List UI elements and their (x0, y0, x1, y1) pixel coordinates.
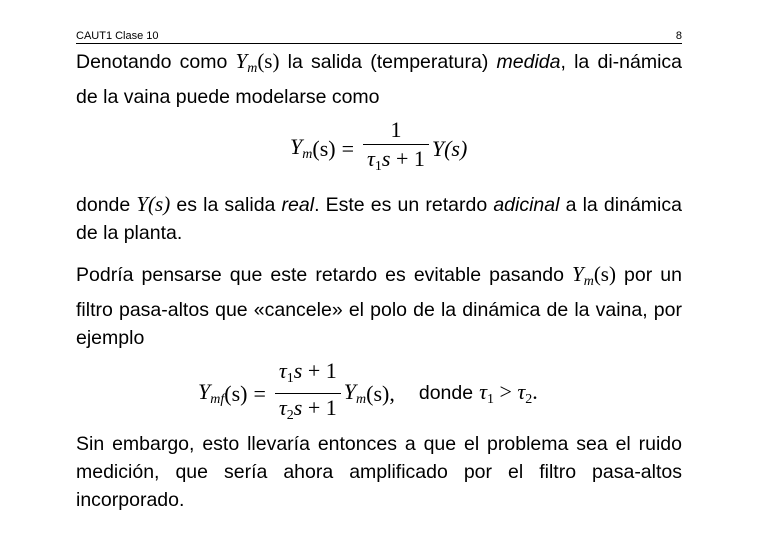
paragraph-1 (76, 47, 682, 111)
p1-text-2: la salida (temperatura) (279, 51, 497, 73)
paragraph-4: Sin embargo, esto llevaría entonces a que el problema sea el ruido medición, que sería ahora amplificado por el filtro pasa-altos incorporado. (76, 433, 682, 511)
paragraph-2: donde Y(s) es la salida real. Este es un retardo adicinal a la dinámica de la planta. (76, 192, 682, 244)
eq2-denominator: $\tau_2s + 1$ (275, 393, 341, 428)
header-title: CAUT1 Clase 10 (76, 30, 159, 42)
p1-text-1: Denotando como (76, 51, 236, 73)
ym-symbol: $Y_m(s)$ (235, 49, 280, 76)
ym-symbol-2: $Y_m(s)$ (572, 262, 616, 289)
eq1-ys: Y(s) (431, 135, 468, 161)
eq2-numerator: $\tau_1s + 1$ (278, 358, 337, 386)
eq2-donde: donde (418, 382, 474, 404)
eq1-denominator: $\tau_1s + 1$ (363, 144, 429, 179)
paragraph-3: Podría pensarse que este retardo es evitable pasando $Y_m(s)$ por un filtro pasa-altos que «cancele» el polo de la dinámica de la vaina, por ejemplo (76, 262, 682, 349)
eq1-equals: = (341, 135, 355, 161)
eq2-lhs: $Y_{mf}$ (198, 379, 225, 407)
equation-2: $Y_{mf}$ (s) = $\frac{\tau_1s + 1}{\tau_2s + 1}$ $Y_m$ (s) , donde $\tau_1 > \tau_2$. (198, 359, 538, 428)
page-header (76, 30, 682, 43)
header-rule (76, 43, 682, 44)
eq2-fraction (275, 359, 341, 428)
page-number: 8 (675, 30, 682, 42)
eq2-condition: $\tau_1 > \tau_2$. (479, 379, 538, 407)
p2-emphasis-real: real (281, 194, 315, 216)
eq1-lhs: $Y_m$ (290, 134, 313, 162)
eq1-numerator: 1 (390, 117, 402, 142)
p1-emphasis: medida (496, 51, 561, 73)
ys-symbol: Y(s) (136, 192, 171, 216)
eq1-fraction (363, 118, 429, 179)
p1-text-3: , la di-námica de la vaina puede modelarse como (76, 51, 683, 108)
p2-emphasis-adicinal: adicinal (493, 194, 560, 216)
equation-1: $Y_m$ (s) = $\frac{1}{\tau_1s + 1}$ Y(s) (290, 118, 467, 179)
